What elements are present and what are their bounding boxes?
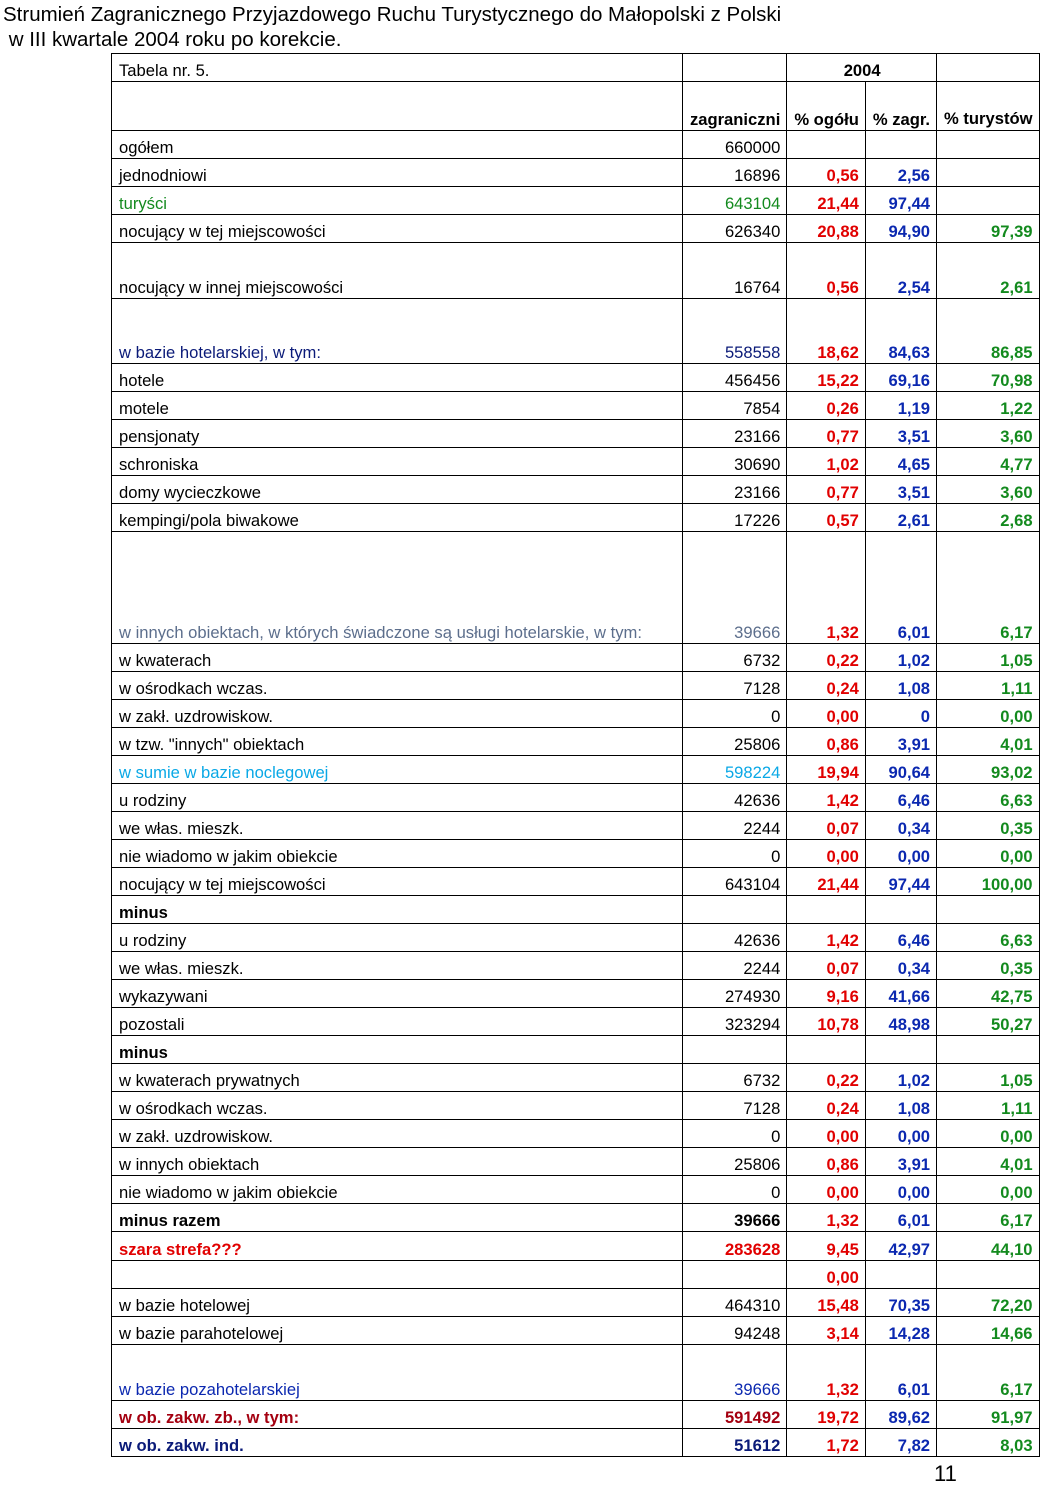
cell-zagraniczni: 17226 [682, 504, 786, 532]
cell-pct-ogolu [787, 896, 866, 924]
cell-pct-zagr [865, 1036, 936, 1064]
cell-pct-zagr: 6,01 [865, 1204, 936, 1232]
row-label: w ob. zakw. zb., w tym: [112, 1401, 683, 1429]
table-row [112, 1148, 1040, 1176]
cell-pct-zagr: 70,35 [865, 1289, 936, 1317]
row-label: w ob. zakw. ind. [112, 1429, 683, 1457]
row-label: w innych obiektach, w których świadczone są usługi hotelarskie, w tym: [112, 532, 683, 644]
cell-pct-ogolu: 1,32 [787, 532, 866, 644]
cell-pct-zagr: 4,65 [865, 448, 936, 476]
table-row [112, 840, 1040, 868]
table-row [112, 532, 1040, 644]
cell-pct-turystow [937, 1036, 1040, 1064]
table-row [112, 187, 1040, 215]
cell-zagraniczni: 0 [682, 700, 786, 728]
table-row [112, 644, 1040, 672]
table-row [112, 1036, 1040, 1064]
cell-zagraniczni: 25806 [682, 728, 786, 756]
cell-zagraniczni: 283628 [682, 1232, 786, 1261]
row-label: hotele [112, 364, 683, 392]
cell-zagraniczni: 16896 [682, 159, 786, 187]
title-line-2: w III kwartale 2004 roku po korekcie. [3, 28, 342, 51]
cell-pct-turystow: 3,60 [937, 420, 1040, 448]
cell-pct-ogolu: 9,16 [787, 980, 866, 1008]
table-row [112, 1120, 1040, 1148]
cell-pct-ogolu: 0,26 [787, 392, 866, 420]
cell-pct-zagr: 3,51 [865, 420, 936, 448]
cell-zagraniczni: 456456 [682, 364, 786, 392]
cell-zagraniczni [682, 896, 786, 924]
cell-pct-zagr: 6,01 [865, 1345, 936, 1401]
row-label: we włas. mieszk. [112, 952, 683, 980]
cell-pct-zagr: 0,34 [865, 952, 936, 980]
row-label: motele [112, 392, 683, 420]
table-row [112, 784, 1040, 812]
page-number: 11 [934, 1461, 957, 1486]
cell-pct-ogolu: 0,00 [787, 1120, 866, 1148]
cell-pct-ogolu: 0,86 [787, 1148, 866, 1176]
cell-pct-ogolu: 18,62 [787, 299, 866, 364]
table-row [112, 1345, 1040, 1401]
cell-pct-zagr: 94,90 [865, 215, 936, 243]
cell-pct-zagr: 7,82 [865, 1429, 936, 1457]
row-label: ogółem [112, 131, 683, 159]
cell-pct-zagr: 6,46 [865, 924, 936, 952]
cell-pct-turystow: 1,05 [937, 644, 1040, 672]
cell-pct-turystow: 1,22 [937, 392, 1040, 420]
cell-pct-ogolu: 1,32 [787, 1345, 866, 1401]
table-row [112, 159, 1040, 187]
cell-pct-ogolu: 0,00 [787, 700, 866, 728]
table-row [112, 299, 1040, 364]
cell-pct-ogolu [787, 1036, 866, 1064]
cell-pct-ogolu: 21,44 [787, 187, 866, 215]
document-title [3, 2, 953, 52]
header-empty-cell [682, 54, 786, 82]
cell-pct-zagr: 1,02 [865, 644, 936, 672]
row-label: kempingi/pola biwakowe [112, 504, 683, 532]
cell-pct-ogolu: 15,48 [787, 1289, 866, 1317]
cell-pct-turystow: 1,11 [937, 672, 1040, 700]
row-label: nie wiadomo w jakim obiekcie [112, 840, 683, 868]
cell-pct-ogolu: 9,45 [787, 1232, 866, 1261]
row-label: nocujący w innej miejscowości [112, 243, 683, 299]
table-row [112, 1092, 1040, 1120]
row-label: szara strefa??? [112, 1232, 683, 1261]
table-row [112, 504, 1040, 532]
cell-pct-zagr: 2,61 [865, 504, 936, 532]
cell-pct-turystow [937, 1261, 1040, 1289]
cell-pct-zagr: 89,62 [865, 1401, 936, 1429]
cell-pct-zagr: 0,00 [865, 840, 936, 868]
row-label [112, 1261, 683, 1289]
cell-pct-turystow: 6,63 [937, 784, 1040, 812]
cell-pct-turystow: 4,01 [937, 728, 1040, 756]
cell-pct-turystow: 0,35 [937, 812, 1040, 840]
cell-pct-turystow: 2,61 [937, 243, 1040, 299]
cell-pct-ogolu: 0,00 [787, 1176, 866, 1204]
cell-pct-ogolu: 0,07 [787, 952, 866, 980]
row-label: domy wycieczkowe [112, 476, 683, 504]
cell-pct-turystow: 6,63 [937, 924, 1040, 952]
cell-pct-turystow [937, 131, 1040, 159]
cell-pct-zagr: 42,97 [865, 1232, 936, 1261]
cell-zagraniczni: 7854 [682, 392, 786, 420]
cell-pct-turystow: 6,17 [937, 532, 1040, 644]
cell-pct-turystow: 91,97 [937, 1401, 1040, 1429]
row-label: w kwaterach prywatnych [112, 1064, 683, 1092]
cell-zagraniczni: 16764 [682, 243, 786, 299]
cell-pct-ogolu: 0,57 [787, 504, 866, 532]
cell-zagraniczni: 464310 [682, 1289, 786, 1317]
row-label: nie wiadomo w jakim obiekcie [112, 1176, 683, 1204]
row-label: nocujący w tej miejscowości [112, 868, 683, 896]
cell-zagraniczni [682, 1261, 786, 1289]
cell-zagraniczni: 2244 [682, 952, 786, 980]
cell-pct-turystow: 42,75 [937, 980, 1040, 1008]
cell-pct-turystow: 97,39 [937, 215, 1040, 243]
cell-pct-zagr: 3,91 [865, 728, 936, 756]
cell-zagraniczni: 660000 [682, 131, 786, 159]
cell-pct-zagr [865, 1261, 936, 1289]
col-header-pct-ogolu: % ogółu [787, 82, 866, 131]
row-label: w kwaterach [112, 644, 683, 672]
cell-pct-turystow: 0,00 [937, 700, 1040, 728]
cell-pct-turystow [937, 159, 1040, 187]
row-label: u rodziny [112, 784, 683, 812]
row-label: jednodniowi [112, 159, 683, 187]
cell-pct-turystow: 70,98 [937, 364, 1040, 392]
table-row [112, 476, 1040, 504]
row-label: u rodziny [112, 924, 683, 952]
cell-pct-ogolu: 20,88 [787, 215, 866, 243]
cell-pct-zagr: 1,19 [865, 392, 936, 420]
cell-pct-ogolu: 0,22 [787, 644, 866, 672]
table-row [112, 1261, 1040, 1289]
cell-pct-ogolu: 0,86 [787, 728, 866, 756]
cell-pct-ogolu: 0,24 [787, 672, 866, 700]
header-row-year [112, 54, 1040, 82]
cell-pct-turystow: 0,35 [937, 952, 1040, 980]
table-row [112, 1317, 1040, 1345]
table-row [112, 1232, 1040, 1261]
cell-pct-zagr [865, 131, 936, 159]
row-label: w bazie hotelowej [112, 1289, 683, 1317]
header-empty-cell [112, 82, 683, 131]
cell-zagraniczni: 323294 [682, 1008, 786, 1036]
cell-pct-turystow: 4,01 [937, 1148, 1040, 1176]
table-row [112, 952, 1040, 980]
cell-pct-zagr: 41,66 [865, 980, 936, 1008]
cell-pct-turystow [937, 187, 1040, 215]
table-row [112, 448, 1040, 476]
cell-zagraniczni: 39666 [682, 1204, 786, 1232]
cell-pct-turystow: 0,00 [937, 1120, 1040, 1148]
col-header-pct-zagr: % zagr. [865, 82, 936, 131]
table-row [112, 392, 1040, 420]
row-label: minus [112, 896, 683, 924]
table-row [112, 1401, 1040, 1429]
cell-zagraniczni [682, 1036, 786, 1064]
row-label: w bazie hotelarskiej, w tym: [112, 299, 683, 364]
cell-pct-turystow: 14,66 [937, 1317, 1040, 1345]
cell-pct-turystow: 1,05 [937, 1064, 1040, 1092]
cell-pct-zagr: 84,63 [865, 299, 936, 364]
cell-zagraniczni: 2244 [682, 812, 786, 840]
cell-zagraniczni: 7128 [682, 1092, 786, 1120]
row-label: minus [112, 1036, 683, 1064]
cell-pct-ogolu: 0,00 [787, 1261, 866, 1289]
cell-pct-zagr [865, 896, 936, 924]
table-row [112, 1204, 1040, 1232]
cell-pct-turystow [937, 896, 1040, 924]
cell-pct-zagr: 0,34 [865, 812, 936, 840]
cell-pct-ogolu: 3,14 [787, 1317, 866, 1345]
cell-pct-zagr: 3,51 [865, 476, 936, 504]
row-label: nocujący w tej miejscowości [112, 215, 683, 243]
header-empty-cell [937, 54, 1040, 82]
cell-pct-ogolu: 0,77 [787, 420, 866, 448]
cell-pct-turystow: 50,27 [937, 1008, 1040, 1036]
cell-pct-zagr: 48,98 [865, 1008, 936, 1036]
table-row [112, 1289, 1040, 1317]
cell-pct-ogolu: 0,56 [787, 243, 866, 299]
cell-zagraniczni: 39666 [682, 532, 786, 644]
cell-pct-zagr: 1,08 [865, 672, 936, 700]
row-label: w bazie parahotelowej [112, 1317, 683, 1345]
row-label: w zakł. uzdrowiskow. [112, 700, 683, 728]
cell-pct-ogolu: 0,22 [787, 1064, 866, 1092]
cell-pct-ogolu [787, 131, 866, 159]
cell-zagraniczni: 274930 [682, 980, 786, 1008]
cell-zagraniczni: 643104 [682, 868, 786, 896]
table-row [112, 1176, 1040, 1204]
cell-pct-turystow: 93,02 [937, 756, 1040, 784]
cell-pct-ogolu: 0,77 [787, 476, 866, 504]
table-row [112, 728, 1040, 756]
cell-zagraniczni: 643104 [682, 187, 786, 215]
row-label: w tzw. "innych" obiektach [112, 728, 683, 756]
row-label: w zakł. uzdrowiskow. [112, 1120, 683, 1148]
cell-pct-zagr: 0,00 [865, 1120, 936, 1148]
cell-pct-zagr: 6,46 [865, 784, 936, 812]
cell-pct-turystow: 0,00 [937, 840, 1040, 868]
cell-pct-ogolu: 1,72 [787, 1429, 866, 1457]
cell-pct-turystow: 6,17 [937, 1204, 1040, 1232]
cell-pct-turystow: 100,00 [937, 868, 1040, 896]
row-label: wykazywani [112, 980, 683, 1008]
cell-pct-ogolu: 15,22 [787, 364, 866, 392]
cell-zagraniczni: 94248 [682, 1317, 786, 1345]
cell-zagraniczni: 25806 [682, 1148, 786, 1176]
cell-zagraniczni: 0 [682, 1176, 786, 1204]
cell-zagraniczni: 6732 [682, 644, 786, 672]
table-row [112, 812, 1040, 840]
table-row [112, 243, 1040, 299]
table-row [112, 700, 1040, 728]
cell-pct-zagr: 3,91 [865, 1148, 936, 1176]
cell-zagraniczni: 626340 [682, 215, 786, 243]
cell-pct-zagr: 2,54 [865, 243, 936, 299]
cell-zagraniczni: 598224 [682, 756, 786, 784]
table-row [112, 1429, 1040, 1457]
cell-pct-turystow: 0,00 [937, 1176, 1040, 1204]
row-label: w bazie pozahotelarskiej [112, 1345, 683, 1401]
row-label: pensjonaty [112, 420, 683, 448]
table-row [112, 924, 1040, 952]
cell-pct-ogolu: 19,72 [787, 1401, 866, 1429]
title-line-1: Strumień Zagranicznego Przyjazdowego Ruchu Turystycznego do Małopolski z Polski [3, 3, 782, 26]
cell-zagraniczni: 591492 [682, 1401, 786, 1429]
cell-pct-zagr: 90,64 [865, 756, 936, 784]
row-label: turyści [112, 187, 683, 215]
cell-pct-turystow: 6,17 [937, 1345, 1040, 1401]
cell-pct-zagr: 2,56 [865, 159, 936, 187]
col-header-pct-turystow: % turystów [937, 82, 1040, 131]
cell-zagraniczni: 23166 [682, 420, 786, 448]
cell-pct-zagr: 1,08 [865, 1092, 936, 1120]
table-caption: Tabela nr. 5. [112, 54, 683, 82]
row-label: we włas. mieszk. [112, 812, 683, 840]
row-label: w innych obiektach [112, 1148, 683, 1176]
table-row [112, 131, 1040, 159]
cell-pct-turystow: 2,68 [937, 504, 1040, 532]
table-row [112, 420, 1040, 448]
row-label: w ośrodkach wczas. [112, 1092, 683, 1120]
cell-pct-turystow: 3,60 [937, 476, 1040, 504]
cell-pct-ogolu: 1,02 [787, 448, 866, 476]
header-row-columns [112, 82, 1040, 131]
cell-zagraniczni: 558558 [682, 299, 786, 364]
cell-pct-turystow: 72,20 [937, 1289, 1040, 1317]
cell-zagraniczni: 39666 [682, 1345, 786, 1401]
cell-zagraniczni: 0 [682, 1120, 786, 1148]
cell-pct-zagr: 69,16 [865, 364, 936, 392]
cell-pct-zagr: 0,00 [865, 1176, 936, 1204]
cell-pct-zagr: 6,01 [865, 532, 936, 644]
row-label: w ośrodkach wczas. [112, 672, 683, 700]
row-label: schroniska [112, 448, 683, 476]
table-row [112, 1008, 1040, 1036]
cell-zagraniczni: 30690 [682, 448, 786, 476]
cell-pct-turystow: 1,11 [937, 1092, 1040, 1120]
table-row [112, 1064, 1040, 1092]
cell-pct-ogolu: 21,44 [787, 868, 866, 896]
cell-pct-ogolu: 0,00 [787, 840, 866, 868]
col-header-zagraniczni: zagraniczni [682, 82, 786, 131]
row-label: pozostali [112, 1008, 683, 1036]
cell-pct-zagr: 97,44 [865, 868, 936, 896]
cell-zagraniczni: 23166 [682, 476, 786, 504]
table-row [112, 215, 1040, 243]
table-row [112, 756, 1040, 784]
cell-zagraniczni: 7128 [682, 672, 786, 700]
cell-pct-ogolu: 0,24 [787, 1092, 866, 1120]
cell-pct-zagr: 97,44 [865, 187, 936, 215]
table-row [112, 364, 1040, 392]
cell-pct-turystow: 86,85 [937, 299, 1040, 364]
cell-zagraniczni: 51612 [682, 1429, 786, 1457]
cell-pct-ogolu: 10,78 [787, 1008, 866, 1036]
cell-pct-zagr: 14,28 [865, 1317, 936, 1345]
cell-pct-ogolu: 19,94 [787, 756, 866, 784]
cell-pct-turystow: 44,10 [937, 1232, 1040, 1261]
cell-pct-zagr: 0 [865, 700, 936, 728]
cell-pct-ogolu: 1,42 [787, 784, 866, 812]
table-row [112, 896, 1040, 924]
cell-pct-ogolu: 0,07 [787, 812, 866, 840]
cell-zagraniczni: 42636 [682, 924, 786, 952]
tourism-table [111, 53, 1040, 1457]
cell-pct-turystow: 8,03 [937, 1429, 1040, 1457]
cell-pct-ogolu: 0,56 [787, 159, 866, 187]
cell-pct-zagr: 1,02 [865, 1064, 936, 1092]
cell-pct-ogolu: 1,32 [787, 1204, 866, 1232]
cell-pct-turystow: 4,77 [937, 448, 1040, 476]
cell-zagraniczni: 6732 [682, 1064, 786, 1092]
cell-zagraniczni: 42636 [682, 784, 786, 812]
table-row [112, 672, 1040, 700]
cell-pct-ogolu: 1,42 [787, 924, 866, 952]
cell-zagraniczni: 0 [682, 840, 786, 868]
row-label: w sumie w bazie noclegowej [112, 756, 683, 784]
table-row [112, 868, 1040, 896]
year-header: 2004 [787, 54, 937, 82]
table-row [112, 980, 1040, 1008]
row-label: minus razem [112, 1204, 683, 1232]
